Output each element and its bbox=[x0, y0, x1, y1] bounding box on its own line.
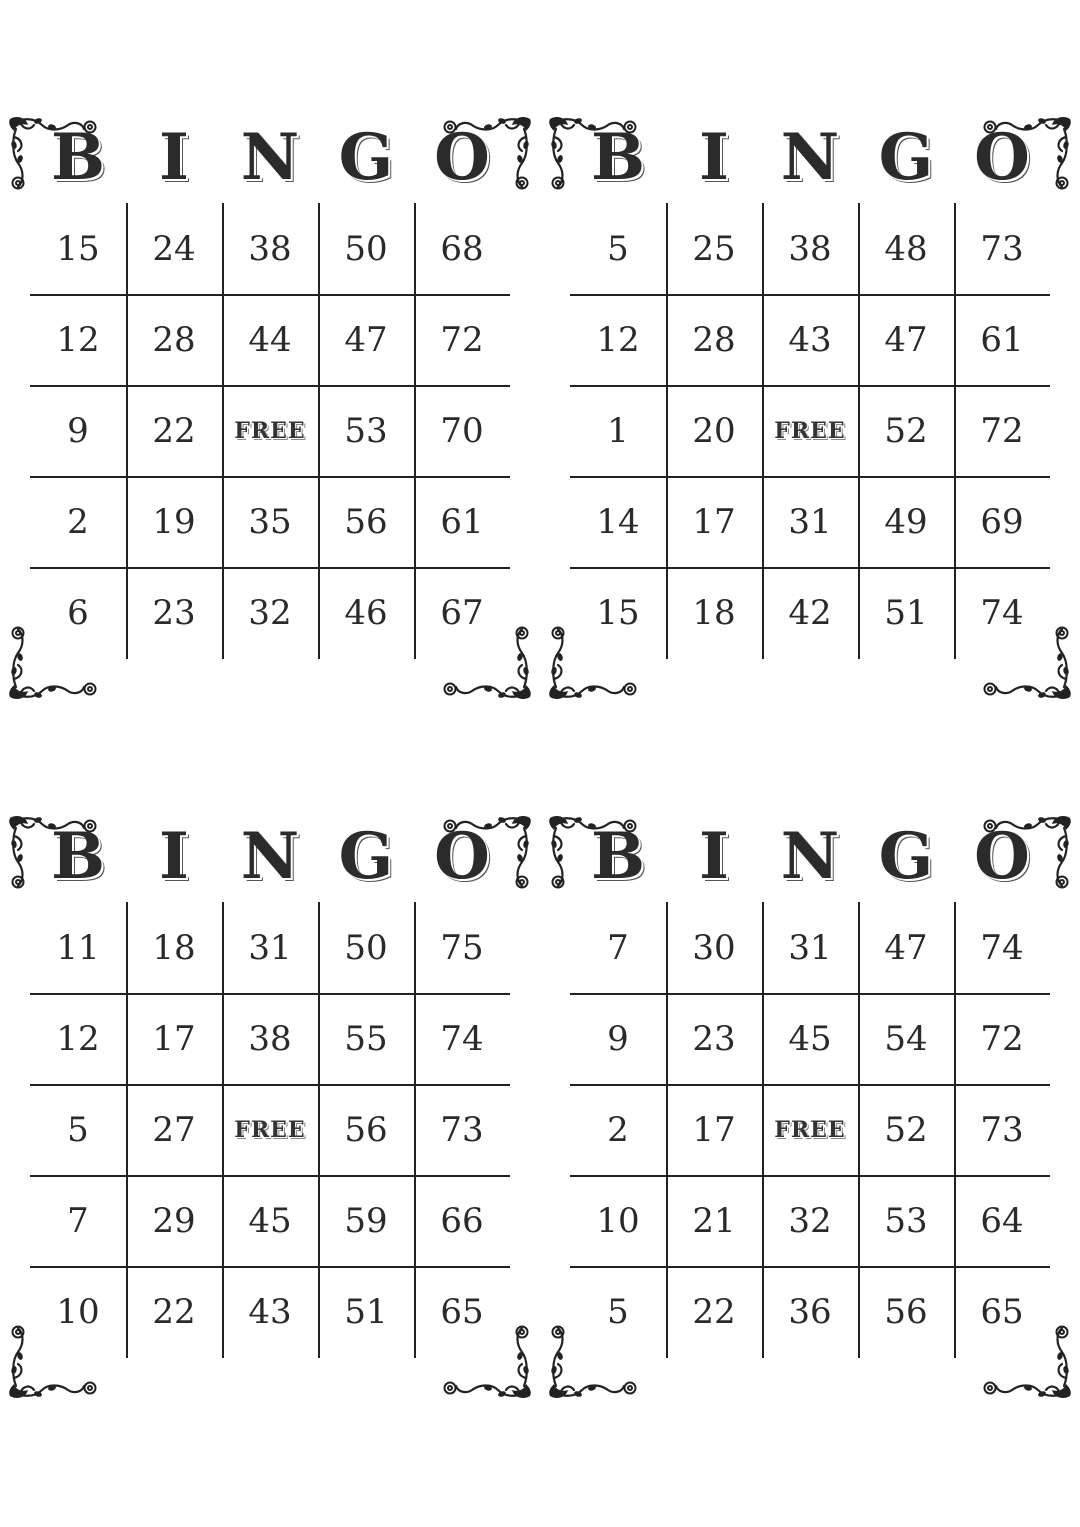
bingo-title-letter: O bbox=[974, 819, 1030, 894]
free-space: FREE bbox=[234, 1116, 306, 1143]
bingo-title-letter: I bbox=[159, 819, 189, 894]
bingo-number: 5 bbox=[607, 1291, 629, 1332]
bingo-number: 74 bbox=[980, 592, 1024, 633]
bingo-number: 7 bbox=[607, 927, 629, 968]
bingo-number: 65 bbox=[440, 1291, 484, 1332]
bingo-number: 22 bbox=[152, 1291, 196, 1332]
bingo-title-letter: I bbox=[699, 120, 729, 195]
bingo-number: 30 bbox=[692, 927, 736, 968]
bingo-number: 43 bbox=[248, 1291, 292, 1332]
bingo-number: 55 bbox=[344, 1018, 388, 1059]
bingo-card bbox=[0, 85, 540, 705]
bingo-grid bbox=[30, 902, 510, 1358]
bingo-number: 18 bbox=[152, 927, 196, 968]
bingo-number: 31 bbox=[788, 927, 832, 968]
bingo-title-letter: G bbox=[338, 120, 394, 195]
bingo-number: 12 bbox=[56, 1018, 100, 1059]
bingo-number: 27 bbox=[152, 1109, 196, 1150]
bingo-number: 49 bbox=[884, 501, 928, 542]
bingo-number: 31 bbox=[788, 501, 832, 542]
bingo-title-letter: N bbox=[240, 819, 300, 894]
bingo-number: 9 bbox=[607, 1018, 629, 1059]
bingo-number: 17 bbox=[152, 1018, 196, 1059]
bingo-number: 53 bbox=[344, 410, 388, 451]
bingo-number: 12 bbox=[56, 319, 100, 360]
bingo-number: 48 bbox=[884, 228, 928, 269]
bingo-number: 42 bbox=[788, 592, 832, 633]
bingo-number: 50 bbox=[344, 927, 388, 968]
bingo-title bbox=[540, 118, 1080, 198]
bingo-title-letter: N bbox=[780, 819, 840, 894]
bingo-number: 72 bbox=[980, 1018, 1024, 1059]
bingo-number: 74 bbox=[440, 1018, 484, 1059]
bingo-title-letter: N bbox=[780, 120, 840, 195]
bingo-number: 74 bbox=[980, 927, 1024, 968]
bingo-number: 65 bbox=[980, 1291, 1024, 1332]
bingo-number: 51 bbox=[344, 1291, 388, 1332]
bingo-number: 18 bbox=[692, 592, 736, 633]
bingo-number: 5 bbox=[607, 228, 629, 269]
bingo-number: 61 bbox=[980, 319, 1024, 360]
bingo-title-letter: B bbox=[590, 819, 646, 894]
bingo-number: 35 bbox=[248, 501, 292, 542]
bingo-number: 44 bbox=[248, 319, 292, 360]
bingo-title-letter: I bbox=[699, 819, 729, 894]
bingo-number: 69 bbox=[980, 501, 1024, 542]
bingo-number: 31 bbox=[248, 927, 292, 968]
bingo-number: 43 bbox=[788, 319, 832, 360]
bingo-number: 53 bbox=[884, 1200, 928, 1241]
bingo-number: 9 bbox=[67, 410, 89, 451]
bingo-number: 47 bbox=[884, 927, 928, 968]
bingo-number: 45 bbox=[788, 1018, 832, 1059]
bingo-number: 15 bbox=[56, 228, 100, 269]
bingo-number: 28 bbox=[152, 319, 196, 360]
bingo-number: 15 bbox=[596, 592, 640, 633]
bingo-number: 68 bbox=[440, 228, 484, 269]
bingo-grid bbox=[30, 203, 510, 659]
bingo-number: 17 bbox=[692, 1109, 736, 1150]
bingo-number: 28 bbox=[692, 319, 736, 360]
bingo-title-letter: G bbox=[878, 120, 934, 195]
bingo-number: 21 bbox=[692, 1200, 736, 1241]
bingo-number: 32 bbox=[248, 592, 292, 633]
bingo-number: 5 bbox=[67, 1109, 89, 1150]
bingo-number: 59 bbox=[344, 1200, 388, 1241]
bingo-number: 24 bbox=[152, 228, 196, 269]
bingo-number: 47 bbox=[884, 319, 928, 360]
bingo-number: 66 bbox=[440, 1200, 484, 1241]
bingo-number: 52 bbox=[884, 410, 928, 451]
bingo-number: 51 bbox=[884, 592, 928, 633]
bingo-number: 19 bbox=[152, 501, 196, 542]
bingo-number: 7 bbox=[67, 1200, 89, 1241]
bingo-title bbox=[0, 817, 540, 897]
bingo-card bbox=[540, 784, 1080, 1404]
bingo-number: 23 bbox=[152, 592, 196, 633]
bingo-title-letter: B bbox=[590, 120, 646, 195]
bingo-grid bbox=[570, 203, 1050, 659]
bingo-number: 73 bbox=[980, 228, 1024, 269]
free-space: FREE bbox=[774, 417, 846, 444]
bingo-card bbox=[540, 85, 1080, 705]
bingo-number: 32 bbox=[788, 1200, 832, 1241]
free-space: FREE bbox=[774, 1116, 846, 1143]
bingo-number: 54 bbox=[884, 1018, 928, 1059]
bingo-title-letter: G bbox=[338, 819, 394, 894]
bingo-card bbox=[0, 784, 540, 1404]
bingo-number: 11 bbox=[56, 927, 100, 968]
bingo-number: 72 bbox=[440, 319, 484, 360]
bingo-number: 38 bbox=[788, 228, 832, 269]
bingo-number: 73 bbox=[980, 1109, 1024, 1150]
bingo-number: 56 bbox=[344, 1109, 388, 1150]
bingo-title-letter: B bbox=[50, 819, 106, 894]
bingo-number: 20 bbox=[692, 410, 736, 451]
bingo-number: 2 bbox=[607, 1109, 629, 1150]
bingo-title-letter: I bbox=[159, 120, 189, 195]
bingo-title-letter: O bbox=[434, 120, 490, 195]
bingo-number: 22 bbox=[692, 1291, 736, 1332]
bingo-number: 14 bbox=[596, 501, 640, 542]
bingo-number: 2 bbox=[67, 501, 89, 542]
bingo-number: 67 bbox=[440, 592, 484, 633]
bingo-number: 38 bbox=[248, 1018, 292, 1059]
bingo-number: 6 bbox=[67, 592, 89, 633]
bingo-title bbox=[0, 118, 540, 198]
bingo-title-letter: N bbox=[240, 120, 300, 195]
bingo-number: 70 bbox=[440, 410, 484, 451]
bingo-grid bbox=[570, 902, 1050, 1358]
bingo-number: 29 bbox=[152, 1200, 196, 1241]
bingo-number: 75 bbox=[440, 927, 484, 968]
bingo-title bbox=[540, 817, 1080, 897]
bingo-number: 1 bbox=[607, 410, 629, 451]
bingo-number: 61 bbox=[440, 501, 484, 542]
bingo-number: 25 bbox=[692, 228, 736, 269]
bingo-number: 56 bbox=[344, 501, 388, 542]
bingo-number: 36 bbox=[788, 1291, 832, 1332]
bingo-number: 72 bbox=[980, 410, 1024, 451]
bingo-title-letter: O bbox=[434, 819, 490, 894]
bingo-title-letter: B bbox=[50, 120, 106, 195]
bingo-number: 46 bbox=[344, 592, 388, 633]
bingo-number: 12 bbox=[596, 319, 640, 360]
bingo-number: 64 bbox=[980, 1200, 1024, 1241]
bingo-number: 50 bbox=[344, 228, 388, 269]
bingo-number: 22 bbox=[152, 410, 196, 451]
free-space: FREE bbox=[234, 417, 306, 444]
bingo-number: 52 bbox=[884, 1109, 928, 1150]
bingo-title-letter: O bbox=[974, 120, 1030, 195]
bingo-number: 23 bbox=[692, 1018, 736, 1059]
bingo-number: 10 bbox=[56, 1291, 100, 1332]
bingo-title-letter: G bbox=[878, 819, 934, 894]
bingo-number: 56 bbox=[884, 1291, 928, 1332]
bingo-number: 38 bbox=[248, 228, 292, 269]
bingo-number: 45 bbox=[248, 1200, 292, 1241]
bingo-number: 17 bbox=[692, 501, 736, 542]
bingo-number: 10 bbox=[596, 1200, 640, 1241]
bingo-number: 73 bbox=[440, 1109, 484, 1150]
bingo-number: 47 bbox=[344, 319, 388, 360]
